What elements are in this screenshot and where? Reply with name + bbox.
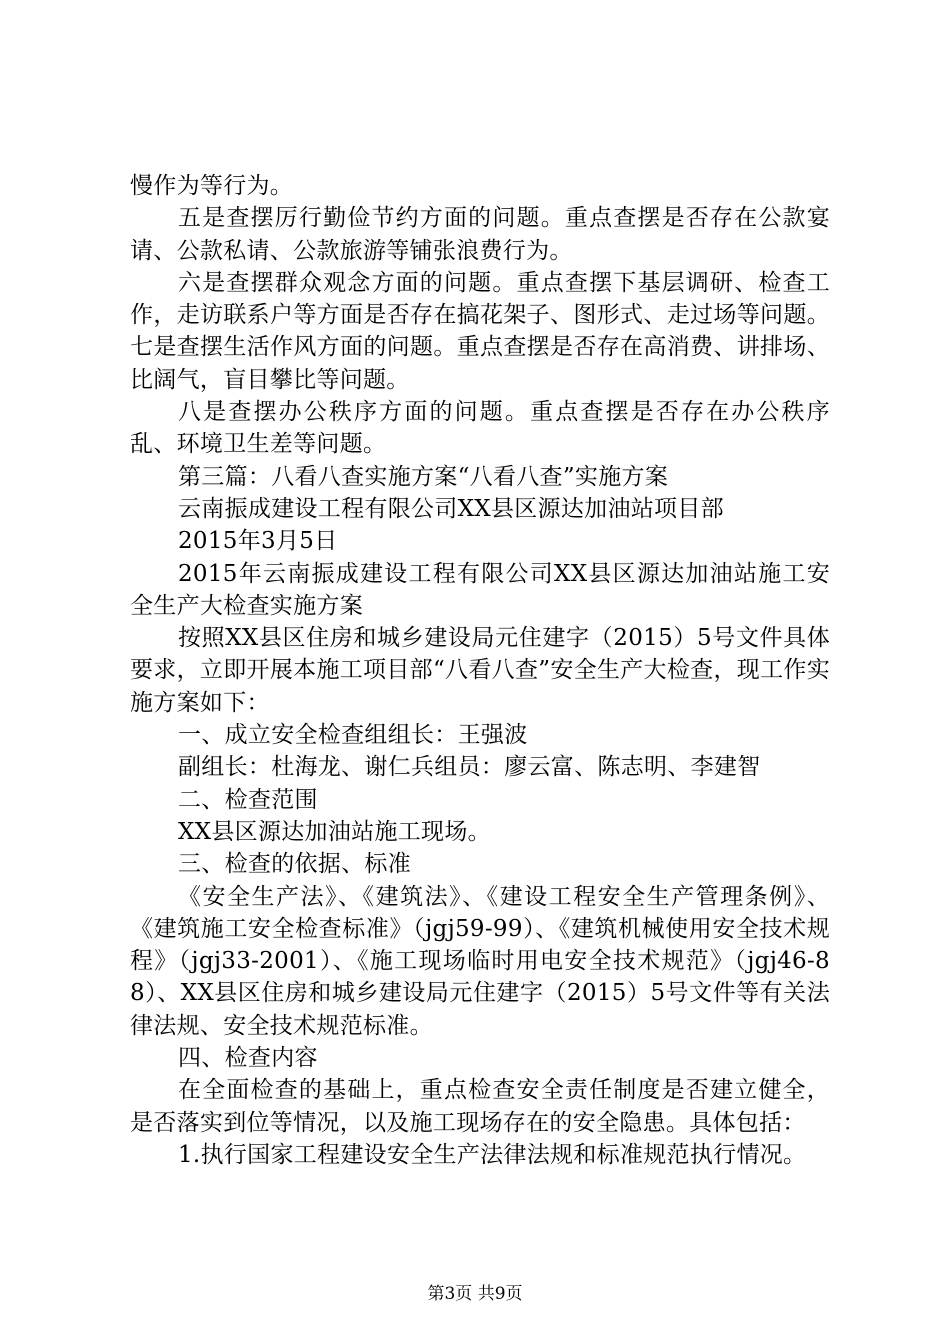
section-title: 第三篇：八看八查实施方案“八看八查”实施方案: [178, 463, 669, 490]
paragraph-item-eight: 八是查摆办公秩序方面的问题。重点查摆是否存在办公秩序乱、环境卫生差等问题。: [130, 399, 830, 458]
heading-content: 四、检查内容: [178, 1045, 318, 1072]
paragraph-item-six-seven: 六是查摆群众观念方面的问题。重点查摆下基层调研、检查工作，走访联系户等方面是否存在搞花架子、图形式、走过场等问题。七是查摆生活作风方面的问题。重点查摆是否存在高消费、讲排场、比阔气，盲目攀比等问题。: [130, 269, 830, 393]
paragraph-item-five: 五是查摆厉行勤俭节约方面的问题。重点查摆是否存在公款宴请、公款私请、公款旅游等铺张浪费行为。: [130, 205, 830, 264]
paragraph-content: 在全面检查的基础上，重点检查安全责任制度是否建立健全，是否落实到位等情况，以及施工现场存在的安全隐患。具体包括：: [130, 1077, 830, 1136]
paragraph-basis: 《安全生产法》、《建筑法》、《建设工程安全生产管理条例》、《建筑施工安全检查标准》（jgj59-99）、《建筑机械使用安全技术规程》（jgj33-2001）、《施工现场临时用电安全技术规范》（jgj46-88）、XX县区住房和城乡建设局元住建字（2015）5号文件等有关法律法规、安全技术规范标准。: [130, 883, 830, 1039]
organization-line: 云南振成建设工程有限公司XX县区源达加油站项目部: [178, 495, 724, 522]
paragraph-item-one: 1.执行国家工程建设安全生产法律法规和标准规范执行情况。: [178, 1141, 807, 1168]
page-number-footer: 第3页 共9页: [427, 1284, 523, 1304]
paragraph-continuation: 慢作为等行为。: [130, 173, 294, 199]
paragraph-members: 副组长：杜海龙、谢仁兵组员：廖云富、陈志明、李建智: [178, 754, 761, 781]
heading-scope: 二、检查范围: [178, 786, 318, 813]
document-body: [130, 170, 830, 1171]
plan-title: 2015年云南振成建设工程有限公司XX县区源达加油站施工安全生产大检查实施方案: [130, 560, 830, 619]
date-line: 2015年3月5日: [178, 528, 338, 555]
paragraph-intro: 按照XX县区住房和城乡建设局元住建字（2015）5号文件具体要求，立即开展本施工项目部“八看八查”安全生产大检查，现工作实施方案如下：: [130, 625, 830, 716]
paragraph-scope: XX县区源达加油站施工现场。: [178, 818, 491, 845]
heading-group: 一、成立安全检查组组长：王强波: [178, 722, 528, 749]
heading-basis: 三、检查的依据、标准: [178, 851, 411, 878]
